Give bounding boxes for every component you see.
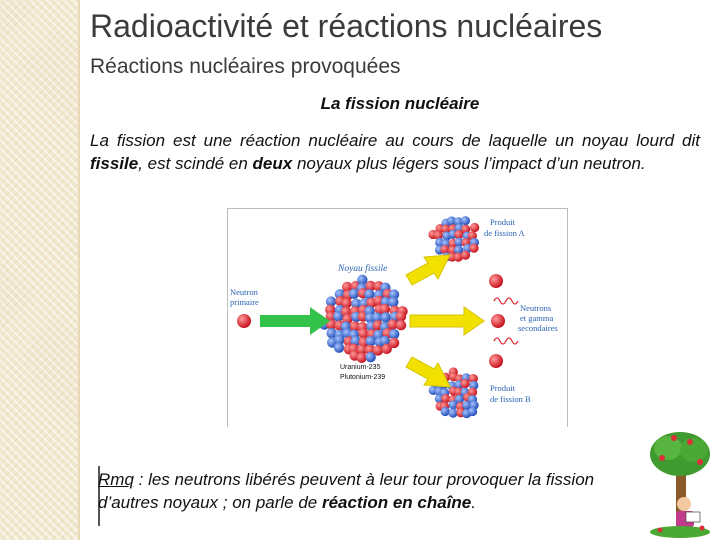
paragraph-text: La fission est une réaction nucléaire au cours de laquelle un noyau lourd dit: [90, 131, 700, 150]
paragraph-bold-deux: deux: [252, 153, 293, 173]
definition-paragraph: [90, 130, 700, 175]
label-secondaires: secondaires: [518, 323, 558, 333]
nucleon: [441, 407, 450, 416]
label-produit-a-2: de fission A: [484, 228, 525, 238]
fission-product-a: [428, 216, 479, 262]
nucleon: [356, 353, 366, 363]
label-plutonium: Plutonium-239: [340, 374, 386, 381]
nucleon: [461, 251, 470, 260]
fissile-nucleus: [319, 275, 408, 363]
paragraph-text: noyaux plus légers sous l’impact d’un neutron.: [292, 153, 646, 173]
paragraph-bold-fissile: fissile: [90, 153, 139, 173]
label-noyau-fissile: Noyau fissile: [338, 264, 388, 274]
slide-title: Radioactivité et réactions nucléaires: [90, 8, 603, 44]
label-neutron-primaire: Neutron: [230, 287, 258, 297]
primary-neutron: [237, 314, 251, 328]
label-neutrons: Neutrons: [520, 303, 552, 313]
nucleon: [389, 338, 399, 348]
reading-tree-clipart-icon: [640, 428, 720, 540]
secondary-neutrons: [489, 274, 505, 368]
nucleon: [388, 297, 398, 307]
nucleon: [469, 244, 478, 253]
note-text: : les neutrons libérés peuvent à leur tour provoquer la fission d’autres noyaux ; on parle de: [98, 470, 595, 512]
green-arrow-icon: [260, 307, 330, 335]
nucleon: [373, 345, 383, 355]
decorative-sidebar: [0, 0, 78, 540]
nucleon: [396, 320, 406, 330]
nucleon: [461, 379, 470, 388]
note-rmq: Rmq: [98, 470, 134, 489]
section-heading: La fission nucléaire: [320, 94, 480, 113]
label-produit-b-2: de fission B: [490, 394, 531, 404]
sidebar-divider: [78, 0, 80, 540]
yellow-arrow-icon: [406, 255, 484, 387]
nucleon: [334, 343, 344, 353]
slide-subtitle: Réactions nucléaires provoquées: [90, 55, 401, 78]
label-uranium: Uranium-235: [340, 364, 381, 371]
nucleon: [468, 407, 477, 416]
note-bold-chain-reaction: réaction en chaîne: [321, 493, 472, 512]
note-text-end: .: [471, 493, 476, 512]
label-produit-b: Produit: [490, 383, 516, 393]
paragraph-text: , est scindé en: [138, 153, 253, 173]
chain-reaction-note: [98, 468, 658, 514]
fission-diagram: [227, 208, 568, 427]
label-produit-a: Produit: [490, 217, 516, 227]
nucleon: [470, 223, 479, 232]
nucleon: [461, 216, 470, 225]
label-neutron-primaire-2: primaire: [230, 297, 259, 307]
label-et-gamma: et gamma: [520, 313, 554, 323]
